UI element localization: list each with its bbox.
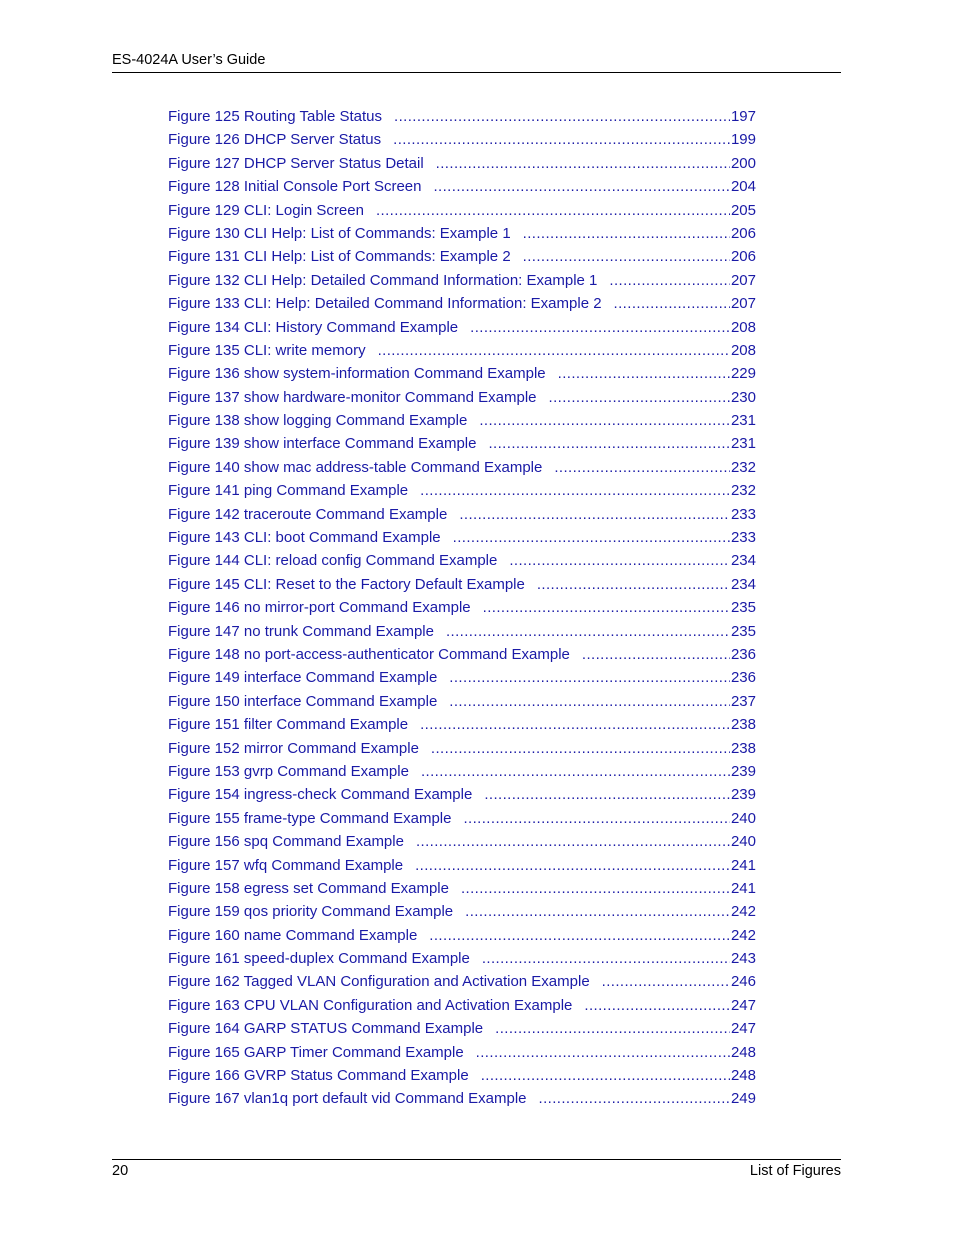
dot-leader <box>431 738 730 759</box>
dot-leader <box>523 246 730 267</box>
figure-title: Figure 167 vlan1q port default vid Command Example <box>168 1090 527 1108</box>
figure-page-number: 242 <box>730 926 756 944</box>
figure-title: Figure 130 CLI Help: List of Commands: Example 1 <box>168 224 511 242</box>
figure-page-number: 247 <box>730 1020 756 1038</box>
dot-leader <box>393 129 730 150</box>
toc-entry-link[interactable] <box>168 597 756 620</box>
figure-page-number: 207 <box>730 271 756 289</box>
figure-page-number: 197 <box>730 108 756 125</box>
figure-title: Figure 137 show hardware-monitor Command Example <box>168 388 537 406</box>
dot-leader <box>602 971 730 992</box>
toc-entry-link[interactable] <box>168 667 756 690</box>
toc-entry-link[interactable] <box>168 995 756 1018</box>
figure-title: Figure 133 CLI: Help: Detailed Command Information: Example 2 <box>168 295 602 313</box>
figure-page-number: 248 <box>730 1067 756 1085</box>
dot-leader <box>523 223 730 244</box>
toc-entry-link[interactable] <box>168 200 756 223</box>
figure-title: Figure 132 CLI Help: Detailed Command Information: Example 1 <box>168 271 598 289</box>
dot-leader <box>463 808 730 829</box>
figure-page-number: 237 <box>730 692 756 710</box>
toc-entry-link[interactable] <box>168 387 756 410</box>
figure-title: Figure 165 GARP Timer Command Example <box>168 1043 464 1061</box>
toc-entry-link[interactable] <box>168 714 756 737</box>
toc-entry-link[interactable] <box>168 644 756 667</box>
dot-leader <box>584 995 730 1016</box>
toc-entry-link[interactable] <box>168 527 756 550</box>
dot-leader <box>416 831 730 852</box>
dot-leader <box>554 457 730 478</box>
figure-page-number: 232 <box>730 482 756 500</box>
figure-page-number: 206 <box>730 224 756 242</box>
figure-title: Figure 163 CPU VLAN Configuration and Activation Example <box>168 996 573 1014</box>
figure-page-number: 234 <box>730 552 756 570</box>
figure-page-number: 248 <box>730 1043 756 1061</box>
toc-entry-link[interactable] <box>168 691 756 714</box>
toc-entry-link[interactable] <box>168 480 756 503</box>
page-footer <box>112 1159 841 1182</box>
dot-leader <box>376 200 730 221</box>
figure-page-number: 241 <box>730 879 756 897</box>
toc-entry-link[interactable] <box>168 1042 756 1065</box>
dot-leader <box>495 1018 730 1039</box>
toc-entry-link[interactable] <box>168 363 756 386</box>
dot-leader <box>436 153 730 174</box>
figure-page-number: 243 <box>730 950 756 968</box>
toc-entry-link[interactable] <box>168 855 756 878</box>
section-title: List of Figures <box>749 1163 841 1179</box>
dot-leader <box>420 714 730 735</box>
figure-title: Figure 136 show system-information Command Example <box>168 365 546 383</box>
figure-page-number: 247 <box>730 996 756 1014</box>
dot-leader <box>429 925 730 946</box>
toc-entry-link[interactable] <box>168 808 756 831</box>
figure-title: Figure 148 no port-access-authenticator Command Example <box>168 645 570 663</box>
figure-page-number: 230 <box>730 388 756 406</box>
toc-entry-link[interactable] <box>168 550 756 573</box>
toc-entry-link[interactable] <box>168 246 756 269</box>
dot-leader <box>558 363 730 384</box>
figure-page-number: 235 <box>730 599 756 617</box>
toc-entry-link[interactable] <box>168 1018 756 1041</box>
toc-entry-link[interactable] <box>168 433 756 456</box>
toc-entry-link[interactable] <box>168 784 756 807</box>
figure-page-number: 208 <box>730 341 756 359</box>
toc-entry-link[interactable] <box>168 270 756 293</box>
toc-entry-link[interactable] <box>168 948 756 971</box>
figure-title: Figure 127 DHCP Server Status Detail <box>168 154 424 172</box>
dot-leader <box>394 106 730 127</box>
figure-page-number: 239 <box>730 786 756 804</box>
toc-entry-link[interactable] <box>168 504 756 527</box>
page-header <box>112 52 841 73</box>
toc-entry-link[interactable] <box>168 901 756 924</box>
dot-leader <box>453 527 730 548</box>
figure-page-number: 236 <box>730 669 756 687</box>
figure-title: Figure 138 show logging Command Example <box>168 412 468 430</box>
figure-page-number: 239 <box>730 762 756 780</box>
figure-title: Figure 154 ingress-check Command Example <box>168 786 473 804</box>
figure-title: Figure 143 CLI: boot Command Example <box>168 529 441 547</box>
figure-page-number: 229 <box>730 365 756 383</box>
dot-leader <box>378 340 730 361</box>
toc-entry-link[interactable] <box>168 738 756 761</box>
toc-entry-link[interactable] <box>168 971 756 994</box>
figure-title: Figure 157 wfq Command Example <box>168 856 404 874</box>
figure-title: Figure 162 Tagged VLAN Configuration and Activation Example <box>168 973 590 991</box>
figure-page-number: 240 <box>730 809 756 827</box>
toc-entry-link[interactable] <box>168 223 756 246</box>
figure-page-number: 234 <box>730 575 756 593</box>
toc-entry-link[interactable] <box>168 293 756 316</box>
figure-page-number: 241 <box>730 856 756 874</box>
figure-page-number: 240 <box>730 833 756 851</box>
dot-leader <box>459 504 730 525</box>
figure-title: Figure 135 CLI: write memory <box>168 341 366 359</box>
dot-leader <box>614 293 730 314</box>
dot-leader <box>488 433 729 454</box>
dot-leader <box>482 948 730 969</box>
toc-entry-link[interactable] <box>168 1088 756 1111</box>
figure-title: Figure 139 show interface Command Example <box>168 435 477 453</box>
dot-leader <box>483 597 730 618</box>
dot-leader <box>609 270 730 291</box>
figure-title: Figure 161 speed-duplex Command Example <box>168 950 470 968</box>
dot-leader <box>479 410 730 431</box>
figure-title: Figure 153 gvrp Command Example <box>168 762 409 780</box>
document-title: ES-4024A User’s Guide <box>112 52 266 68</box>
figure-page-number: 231 <box>730 435 756 453</box>
figure-page-number: 200 <box>730 154 756 172</box>
figure-page-number: 236 <box>730 645 756 663</box>
dot-leader <box>476 1042 730 1063</box>
dot-leader <box>446 621 730 642</box>
figure-title: Figure 140 show mac address-table Command Example <box>168 458 543 476</box>
dot-leader <box>537 574 730 595</box>
figure-page-number: 246 <box>730 973 756 991</box>
dot-leader <box>549 387 730 408</box>
figure-page-number: 205 <box>730 201 756 219</box>
toc-entry-link[interactable] <box>168 1065 756 1088</box>
dot-leader <box>484 784 730 805</box>
figure-page-number: 206 <box>730 248 756 266</box>
toc-entry-link[interactable] <box>168 106 756 129</box>
figure-title: Figure 160 name Command Example <box>168 926 418 944</box>
dot-leader <box>421 761 730 782</box>
figure-page-number: 208 <box>730 318 756 336</box>
figure-page-number: 233 <box>730 529 756 547</box>
figure-page-number: 235 <box>730 622 756 640</box>
toc-entry-link[interactable] <box>168 340 756 363</box>
figure-title: Figure 144 CLI: reload config Command Example <box>168 552 498 570</box>
figure-title: Figure 142 traceroute Command Example <box>168 505 448 523</box>
figure-title: Figure 158 egress set Command Example <box>168 879 449 897</box>
figure-page-number: 231 <box>730 412 756 430</box>
figure-page-number: 199 <box>730 131 756 149</box>
figure-title: Figure 128 Initial Console Port Screen <box>168 178 422 196</box>
figure-title: Figure 129 CLI: Login Screen <box>168 201 364 219</box>
figure-title: Figure 152 mirror Command Example <box>168 739 419 757</box>
figure-title: Figure 134 CLI: History Command Example <box>168 318 459 336</box>
figure-title: Figure 159 qos priority Command Example <box>168 903 454 921</box>
figure-page-number: 238 <box>730 716 756 734</box>
toc-entry-link[interactable] <box>168 410 756 433</box>
toc-entry-link[interactable] <box>168 831 756 854</box>
toc-entry-link[interactable] <box>168 317 756 340</box>
figure-title: Figure 141 ping Command Example <box>168 482 409 500</box>
toc-entry-link[interactable] <box>168 761 756 784</box>
toc-entry-link[interactable] <box>168 574 756 597</box>
figure-page-number: 242 <box>730 903 756 921</box>
toc-entry-link[interactable] <box>168 176 756 199</box>
figure-title: Figure 126 DHCP Server Status <box>168 131 382 149</box>
dot-leader <box>481 1065 730 1086</box>
figure-title: Figure 145 CLI: Reset to the Factory Default Example <box>168 575 525 593</box>
dot-leader <box>470 317 730 338</box>
toc-entry-link[interactable] <box>168 129 756 152</box>
toc-entry-link[interactable] <box>168 878 756 901</box>
figure-page-number: 233 <box>730 505 756 523</box>
figure-page-number: 207 <box>730 295 756 313</box>
figure-title: Figure 166 GVRP Status Command Example <box>168 1067 469 1085</box>
figure-title: Figure 125 Routing Table Status <box>168 108 383 125</box>
dot-leader <box>465 901 730 922</box>
dot-leader <box>449 667 730 688</box>
dot-leader <box>449 691 730 712</box>
toc-entry-link[interactable] <box>168 153 756 176</box>
figure-title: Figure 164 GARP STATUS Command Example <box>168 1020 484 1038</box>
figure-page-number: 204 <box>730 178 756 196</box>
figure-title: Figure 149 interface Command Example <box>168 669 438 687</box>
toc-entry-link[interactable] <box>168 621 756 644</box>
dot-leader <box>433 176 729 197</box>
dot-leader <box>415 855 730 876</box>
figure-title: Figure 146 no mirror-port Command Example <box>168 599 471 617</box>
dot-leader <box>582 644 730 665</box>
figure-title: Figure 151 filter Command Example <box>168 716 409 734</box>
figure-title: Figure 150 interface Command Example <box>168 692 438 710</box>
toc-entry-link[interactable] <box>168 925 756 948</box>
figure-title: Figure 155 frame-type Command Example <box>168 809 452 827</box>
page-number: 20 <box>112 1163 129 1179</box>
figure-title: Figure 131 CLI Help: List of Commands: Example 2 <box>168 248 511 266</box>
dot-leader <box>539 1088 730 1109</box>
figure-page-number: 249 <box>730 1090 756 1108</box>
figure-page-number: 238 <box>730 739 756 757</box>
list-of-figures <box>168 106 756 1112</box>
figure-title: Figure 147 no trunk Command Example <box>168 622 434 640</box>
dot-leader <box>461 878 730 899</box>
toc-entry-link[interactable] <box>168 457 756 480</box>
figure-title: Figure 156 spq Command Example <box>168 833 404 851</box>
figure-page-number: 232 <box>730 458 756 476</box>
dot-leader <box>509 550 730 571</box>
dot-leader <box>420 480 730 501</box>
